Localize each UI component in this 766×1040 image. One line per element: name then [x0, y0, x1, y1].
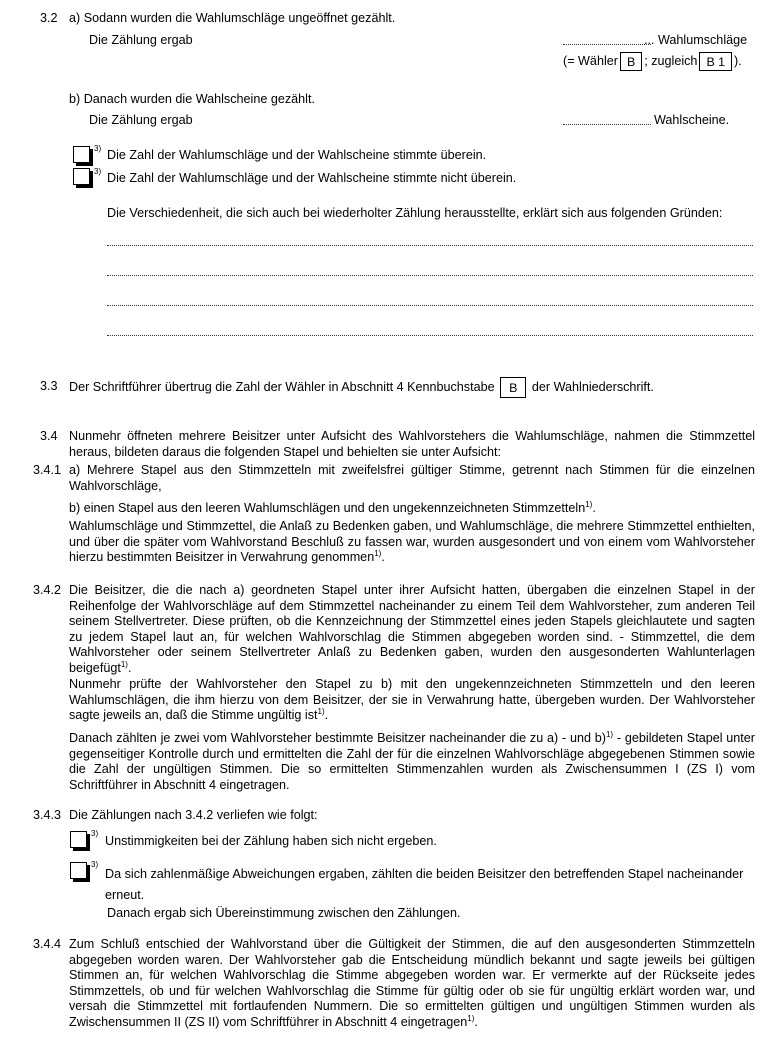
- fill-line-wahlscheine[interactable]: [563, 124, 651, 125]
- reason-line-4[interactable]: [107, 335, 753, 336]
- section-3-3-text-end: der Wahlniederschrift.: [531, 379, 654, 394]
- section-number-3-4-3: 3.4.3: [33, 808, 62, 822]
- section-number-3-2: 3.2: [40, 11, 58, 25]
- period: .: [324, 708, 329, 723]
- footnote-1: 1): [120, 659, 128, 669]
- option-recount: Da sich zahlenmäßige Abweichungen ergaben, zählten die beiden Beisitzer den betreffenden Stapel nacheinander erneut.: [105, 867, 744, 902]
- period: .: [127, 660, 132, 675]
- checkbox-footnote: 3): [91, 860, 99, 869]
- section-number-3-4-2: 3.4.2: [33, 583, 62, 597]
- checkbox-counts-mismatch[interactable]: [73, 168, 90, 185]
- section-3-3-text: [69, 377, 654, 398]
- section-number-3-4-4: 3.4.4: [33, 937, 62, 951]
- checkbox-footnote: 3): [94, 167, 102, 176]
- option-counts-mismatch: Die Zahl der Wahlumschläge und der Wahlscheine stimmte nicht überein.: [107, 171, 517, 185]
- paren-open-text: (= Wähler: [563, 53, 618, 68]
- wahlumschlaege-label: ... Wahlumschläge: [644, 33, 748, 47]
- checkbox-no-discrepancy[interactable]: [70, 831, 87, 848]
- reason-intro: Die Verschiedenheit, die sich auch bei wiederholter Zählung herausstellte, erklärt sich aus folgenden Gründen:: [107, 206, 723, 220]
- checkbox-counts-match[interactable]: [73, 146, 90, 163]
- count-label-b: Die Zählung ergab: [89, 113, 193, 127]
- section-3-4-2-p3-text-a: Danach zählten je zwei vom Wahlvorsteher bestimmte Beisitzer nacheinander die zu a) - und b): [69, 731, 606, 745]
- section-3-2-b-text: b) Danach wurden die Wahlscheine gezählt.: [69, 92, 315, 106]
- footnote-1: 1): [374, 549, 382, 559]
- reason-line-3[interactable]: [107, 305, 753, 306]
- footnote-1: 1): [467, 1013, 475, 1023]
- section-3-4-4-text-body: Zum Schluß entschied der Wahlvorstand über die Gültigkeit der Stimmen, die auf den ausgesonderten Stimmzetteln abgegeben worden waren. Der Wahlvorsteher gab die Entscheidung mündlich bekannt und sagte jeweils bei gültigen Stimmen an, für welchen Wahlvorschlag die Stimme abgegeben worden war. Er vermerkte auf der Rückseite jedes Stimmzettels, ob und für welchen Wahlvorschlag die Stimme für gültig oder ob sie für ungültig erklärt worden war, und versah die Stimmzettel mit fortlaufenden Nummern. Die so ermittelten gültigen und ungültigen Stimmen wurden als Zwischensummen II (ZS II) vom Schriftführer in Abschnitt 4 eingetragen: [69, 937, 755, 1029]
- section-3-4-3-after: Danach ergab sich Übereinstimmung zwischen den Zählungen.: [107, 906, 461, 920]
- checkbox-footnote: 3): [94, 144, 102, 153]
- box-b1: B 1: [699, 52, 732, 71]
- voter-reference-line: [563, 52, 742, 71]
- section-3-4-1-b: [69, 501, 596, 515]
- section-3-4-1-b-text: b) einen Stapel aus den leeren Wahlumschlägen und den ungekennzeichneten Stimmzetteln: [69, 501, 586, 515]
- section-number-3-4: 3.4: [40, 429, 58, 443]
- section-number-3-3: 3.3: [40, 379, 58, 393]
- section-3-4-2-p1-text: Die Beisitzer, die die nach a) geordneten Stapel unter ihrer Aufsicht hatten, übergaben die einzelnen Stapel in der Reihenfolge der Wahlvorschläge auf dem Stimmzettel nacheinander zu einem Teil dem Wahlvorsteher, zum anderen Teil seinem Stellvertreter. Diese prüften, ob die Kennzeichnung der Stimmzettel eines jeden Stapels gleichlautete und sagten zu jedem Stapel laut an, für welchen Wahlvorschlag die Stimmen abgegeben worden sind. - Stimmzettel, die dem Wahlvorsteher oder seinem Stellvertreter Anlaß zu Bedenken gaben, wurden den ausgesonderten Wahlunterlagen beigefügt: [69, 583, 755, 675]
- section-3-4-4-text: [69, 937, 755, 1031]
- checkbox-recount[interactable]: [70, 862, 87, 879]
- section-3-4-2-p1: [69, 583, 755, 677]
- paren-close-text: ).: [734, 53, 742, 68]
- box-b-kennbuchstabe: B: [500, 377, 526, 398]
- period: .: [381, 550, 385, 565]
- period: .: [592, 501, 596, 515]
- section-3-2-a-text: a) Sodann wurden die Wahlumschläge ungeöffnet gezählt.: [69, 11, 396, 25]
- section-3-4-2-p2: [69, 677, 755, 724]
- wahlscheine-label: Wahlscheine.: [654, 113, 730, 127]
- option-counts-match: Die Zahl der Wahlumschläge und der Wahlscheine stimmte überein.: [107, 148, 487, 162]
- period: .: [474, 1014, 478, 1029]
- footnote-1: 1): [317, 707, 325, 717]
- section-3-4-1-a: a) Mehrere Stapel aus den Stimmzetteln mit zweifelsfrei gültiger Stimme, getrennt nach Stimmen für die einzelnen Wahlvorschläge,: [69, 463, 755, 493]
- footnote-1: 1): [605, 730, 614, 739]
- section-3-4-3-text: Die Zählungen nach 3.4.2 verliefen wie folgt:: [69, 808, 318, 822]
- checkbox-footnote: 3): [91, 829, 99, 838]
- section-3-3-text-start: Der Schriftführer übertrug die Zahl der Wähler in Abschnitt 4 Kennbuchstabe: [69, 379, 495, 394]
- box-b: B: [620, 52, 642, 71]
- section-3-4-2-p3: [69, 731, 755, 793]
- count-label-a: Die Zählung ergab: [89, 33, 193, 47]
- section-3-4-text: Nunmehr öffneten mehrere Beisitzer unter Aufsicht des Wahlvorstehers die Wahlumschläge, nahmen die Stimmzettel heraus, bildeten daraus die folgenden Stapel und behielten sie unter Aufsicht:: [69, 429, 755, 459]
- section-3-4-1-paragraph: [69, 519, 755, 566]
- zugleich-text: ; zugleich: [644, 53, 698, 68]
- footnote-1: 1): [585, 500, 593, 509]
- reason-line-2[interactable]: [107, 275, 753, 276]
- section-3-4-1-paragraph-text: Wahlumschläge und Stimmzettel, die Anlaß zu Bedenken gaben, und Wahlumschläge, die mehrere Stimmzettel enthielten, und über die später vom Wahlvorstand Beschluß zu fassen war, wurden ausgesondert und von einem vom Wahlvorsteher hierzu bestimmten Beisitzer in Verwahrung genommen: [69, 519, 755, 565]
- option-no-discrepancy: Unstimmigkeiten bei der Zählung haben sich nicht ergeben.: [105, 834, 437, 848]
- fill-line-wahlumschlaege[interactable]: [563, 44, 651, 45]
- reason-line-1[interactable]: [107, 245, 753, 246]
- section-3-4-2-p2-text: Nunmehr prüfte der Wahlvorsteher den Stapel zu b) mit den ungekennzeichneten Stimmzetteln und den leeren Wahlumschlägen, die ihm hierzu von dem Beisitzer, der sie in Verwahrung hatte, übergeben wurden. Der Wahlvorsteher sagte jeweils an, daß die Stimme ungültig ist: [69, 677, 755, 723]
- section-number-3-4-1: 3.4.1: [33, 463, 62, 477]
- section-3-4-2-p3-text-b: - gebildeten Stapel unter gegenseitiger Kontrolle durch und ermittelten die Zahl der für die einzelnen Wahlvorschläge abgegebenen Stimmen sowie die Zahl der ungültigen Stimmen. Die so ermittelten Stimmenzahlen wurden als Zwischensummen I (ZS I) vom Schriftführer in Abschnitt 4 eingetragen.: [69, 731, 755, 792]
